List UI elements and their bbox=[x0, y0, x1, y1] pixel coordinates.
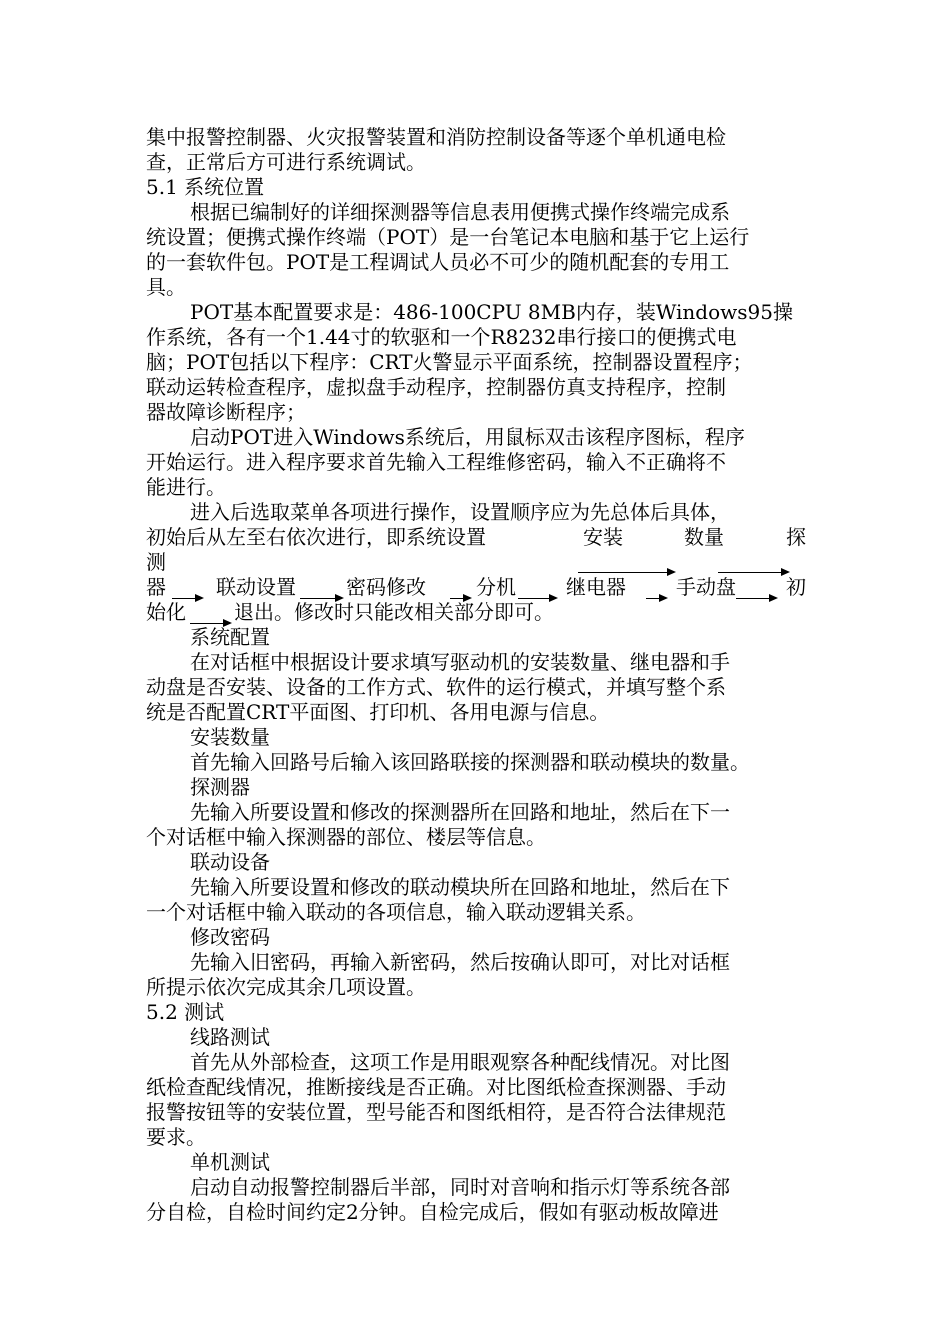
subheading-system-config: 系统配置 bbox=[190, 625, 270, 649]
text-line: 首先从外部检查，这项工作是用眼观察各种配线情况。对比图 bbox=[190, 1050, 730, 1074]
text-line: 作系统，各有一个1.44寸的软驱和一个R8232串行接口的便携式电 bbox=[146, 325, 737, 349]
section-heading-5-2: 5.2 测试 bbox=[146, 1000, 225, 1024]
text-line: 先输入所要设置和修改的探测器所在回路和地址，然后在下一 bbox=[190, 800, 730, 824]
text-line: 联动运转检查程序，虚拟盘手动程序，控制器仿真支持程序，控制 bbox=[146, 375, 726, 399]
subheading-password: 修改密码 bbox=[190, 925, 270, 949]
text-line: 的一套软件包。POT是工程调试人员必不可少的随机配套的专用工 bbox=[146, 250, 730, 274]
text-line: 先输入所要设置和修改的联动模块所在回路和地址，然后在下 bbox=[190, 875, 730, 899]
subheading-linkage: 联动设备 bbox=[190, 850, 270, 874]
text-line: 集中报警控制器、火灾报警装置和消防控制设备等逐个单机通电检 bbox=[146, 125, 726, 149]
flow-arrow-icon bbox=[190, 623, 230, 624]
flow-arrow-icon bbox=[450, 598, 470, 599]
text-line: 纸检查配线情况，推断接线是否正确。对比图纸检查探测器、手动 bbox=[146, 1075, 726, 1099]
text-line: 统设置；便携式操作终端（POT）是一台笔记本电脑和基于它上运行 bbox=[146, 225, 750, 249]
sequence-step-detect: 探 bbox=[786, 525, 806, 549]
text-line: 统是否配置CRT平面图、打印机、各用电源与信息。 bbox=[146, 700, 610, 724]
sequence-step: 继电器 bbox=[566, 575, 626, 599]
text-line: 分自检，自检时间约定2分钟。自检完成后，假如有驱动板故障进 bbox=[146, 1200, 719, 1224]
text-line: 一个对话框中输入联动的各项信息，输入联动逻辑关系。 bbox=[146, 900, 646, 924]
section-heading-5-1: 5.1 系统位置 bbox=[146, 175, 265, 199]
flow-arrow-icon bbox=[300, 598, 342, 599]
subheading-detector: 探测器 bbox=[190, 775, 250, 799]
text-line: POT基本配置要求是：486-100CPU 8MB内存，装Windows95操 bbox=[190, 300, 793, 324]
flow-arrow-icon bbox=[172, 598, 202, 599]
text-line: 动盘是否安装、设备的工作方式、软件的运行模式，并填写整个系 bbox=[146, 675, 726, 699]
sequence-step: 联动设置 bbox=[216, 575, 296, 599]
text-line: 启动自动报警控制器后半部，同时对音响和指示灯等系统各部 bbox=[190, 1175, 730, 1199]
flow-arrow-icon bbox=[718, 572, 788, 573]
subheading-install-count: 安装数量 bbox=[190, 725, 270, 749]
subheading-line-test: 线路测试 bbox=[190, 1025, 270, 1049]
sequence-step-install: 安装 bbox=[583, 525, 623, 549]
text-line: 报警按钮等的安装位置，型号能否和图纸相符，是否符合法律规范 bbox=[146, 1100, 726, 1124]
text-line: 启动POT进入Windows系统后，用鼠标双击该程序图标，程序 bbox=[190, 425, 745, 449]
text-line: 开始运行。进入程序要求首先输入工程维修密码，输入不正确将不 bbox=[146, 450, 726, 474]
sequence-step-count: 数量 bbox=[684, 525, 724, 549]
text-line: 个对话框中输入探测器的部位、楼层等信息。 bbox=[146, 825, 546, 849]
text-line: 进入后选取菜单各项进行操作，设置顺序应为先总体后具体， bbox=[190, 500, 730, 524]
text-line: 具。 bbox=[146, 275, 186, 299]
text-line: 首先输入回路号后输入该回路联接的探测器和联动模块的数量。 bbox=[190, 750, 750, 774]
flow-arrow-icon bbox=[578, 572, 674, 573]
text-line: 要求。 bbox=[146, 1125, 206, 1149]
text-line: 在对话框中根据设计要求填写驱动机的安装数量、继电器和手 bbox=[190, 650, 730, 674]
text-line: 器故障诊断程序； bbox=[146, 400, 306, 424]
sequence-step-init: 始化 bbox=[146, 600, 186, 624]
text-line: 测 bbox=[146, 550, 166, 574]
text-line: 能进行。 bbox=[146, 475, 226, 499]
flow-arrow-icon bbox=[736, 598, 776, 599]
flow-arrow-icon bbox=[646, 598, 666, 599]
sequence-step: 分机 bbox=[476, 575, 516, 599]
subheading-unit-test: 单机测试 bbox=[190, 1150, 270, 1174]
text-line: 先输入旧密码，再输入新密码，然后按确认即可，对比对话框 bbox=[190, 950, 730, 974]
sequence-step: 密码修改 bbox=[346, 575, 426, 599]
text-line: 所提示依次完成其余几项设置。 bbox=[146, 975, 426, 999]
sequence-step: 手动盘 bbox=[676, 575, 736, 599]
text-line: 脑；POT包括以下程序：CRT火警显示平面系统，控制器设置程序； bbox=[146, 350, 753, 374]
sequence-text: 退出。修改时只能改相关部分即可。 bbox=[234, 600, 554, 624]
sequence-step: 初 bbox=[786, 575, 806, 599]
text-line: 根据已编制好的详细探测器等信息表用便携式操作终端完成系 bbox=[190, 200, 730, 224]
flow-arrow-icon bbox=[518, 598, 556, 599]
setup-sequence-line bbox=[146, 575, 806, 600]
sequence-text: 初始后从左至右依次进行，即系统设置 bbox=[146, 525, 486, 549]
sequence-step: 器 bbox=[146, 575, 166, 599]
text-line: 查，正常后方可进行系统调试。 bbox=[146, 150, 426, 174]
